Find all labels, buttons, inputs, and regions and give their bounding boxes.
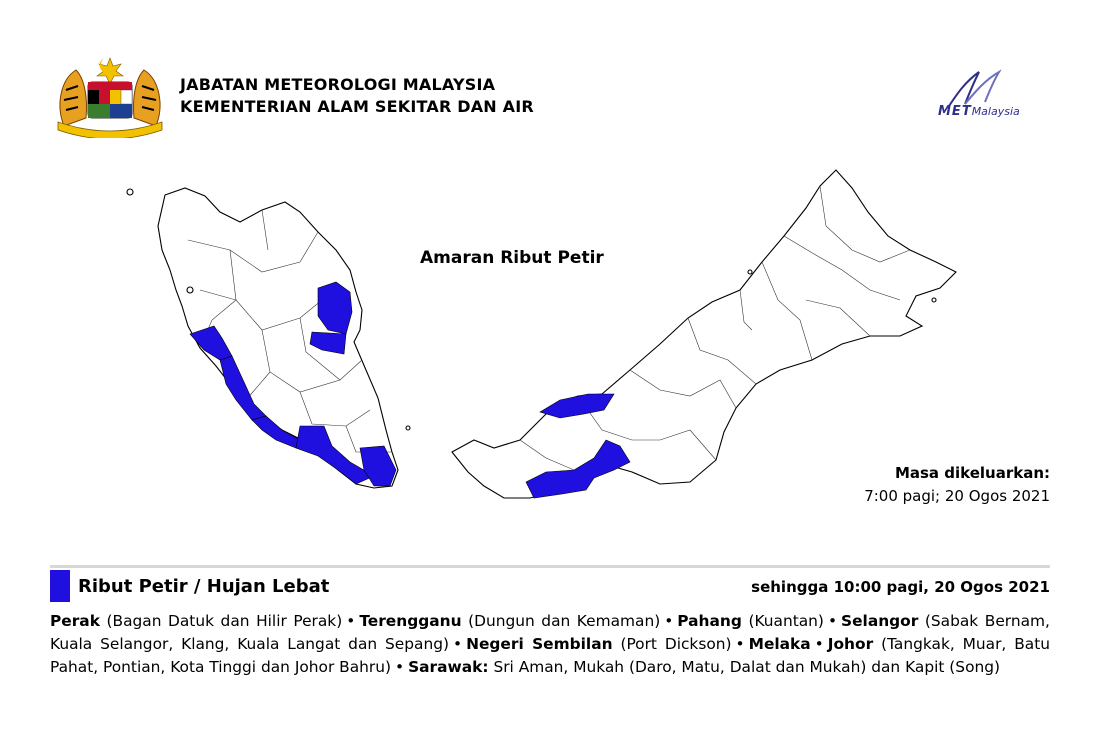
area-state: Negeri Sembilan	[466, 635, 613, 653]
map-title: Amaran Ribut Petir	[420, 248, 604, 268]
agency-name	[180, 74, 534, 118]
met-logo-text	[938, 104, 1020, 119]
bullet-separator: •	[346, 612, 356, 630]
bullet-separator: •	[453, 635, 463, 653]
area-detail: (Sabak Bernam, Kuala Selangor, Klang, Kuala Langat dan Sepang)	[50, 612, 1050, 653]
area-state: Johor	[827, 635, 874, 653]
bullet-separator: •	[735, 635, 745, 653]
legend-label: Ribut Petir / Hujan Lebat	[78, 576, 330, 597]
divider	[50, 565, 1050, 568]
issued-label: Masa dikeluarkan:	[894, 464, 1050, 482]
agency-line2: KEMENTERIAN ALAM SEKITAR DAN AIR	[180, 97, 534, 116]
bullet-separator: •	[814, 635, 824, 653]
area-detail: Sri Aman, Mukah (Daro, Matu, Dalat dan Mukah) dan Kapit (Song)	[493, 658, 1001, 676]
area-detail: (Bagan Datuk dan Hilir Perak)	[106, 612, 343, 630]
area-detail: (Tangkak, Muar, Batu Pahat, Pontian, Kota Tinggi dan Johor Bahru)	[50, 635, 1050, 676]
bullet-separator: •	[664, 612, 674, 630]
area-state: Terengganu	[359, 612, 462, 630]
issued-time	[864, 462, 1050, 508]
bullet-separator: •	[395, 658, 405, 676]
area-state: Melaka	[748, 635, 811, 653]
area-state: Pahang	[677, 612, 742, 630]
affected-areas	[50, 610, 1050, 679]
legend-swatch	[50, 570, 70, 602]
met-logo-suffix: Malaysia	[971, 105, 1020, 118]
bullet-separator: •	[827, 612, 838, 630]
area-detail: (Kuantan)	[748, 612, 824, 630]
area-detail: (Port Dickson)	[620, 635, 732, 653]
area-state: Selangor	[841, 612, 919, 630]
valid-until: sehingga 10:00 pagi, 20 Ogos 2021	[751, 578, 1050, 596]
area-state: Perak	[50, 612, 100, 630]
area-state: Sarawak:	[408, 658, 489, 676]
agency-line1: JABATAN METEOROLOGI MALAYSIA	[180, 75, 496, 94]
east-malaysia	[452, 170, 956, 498]
issued-value: 7:00 pagi; 20 Ogos 2021	[864, 487, 1050, 505]
malaysia-coat-of-arms-icon	[50, 56, 170, 138]
area-detail: (Dungun dan Kemaman)	[468, 612, 661, 630]
met-logo-prefix: MET	[938, 104, 972, 119]
